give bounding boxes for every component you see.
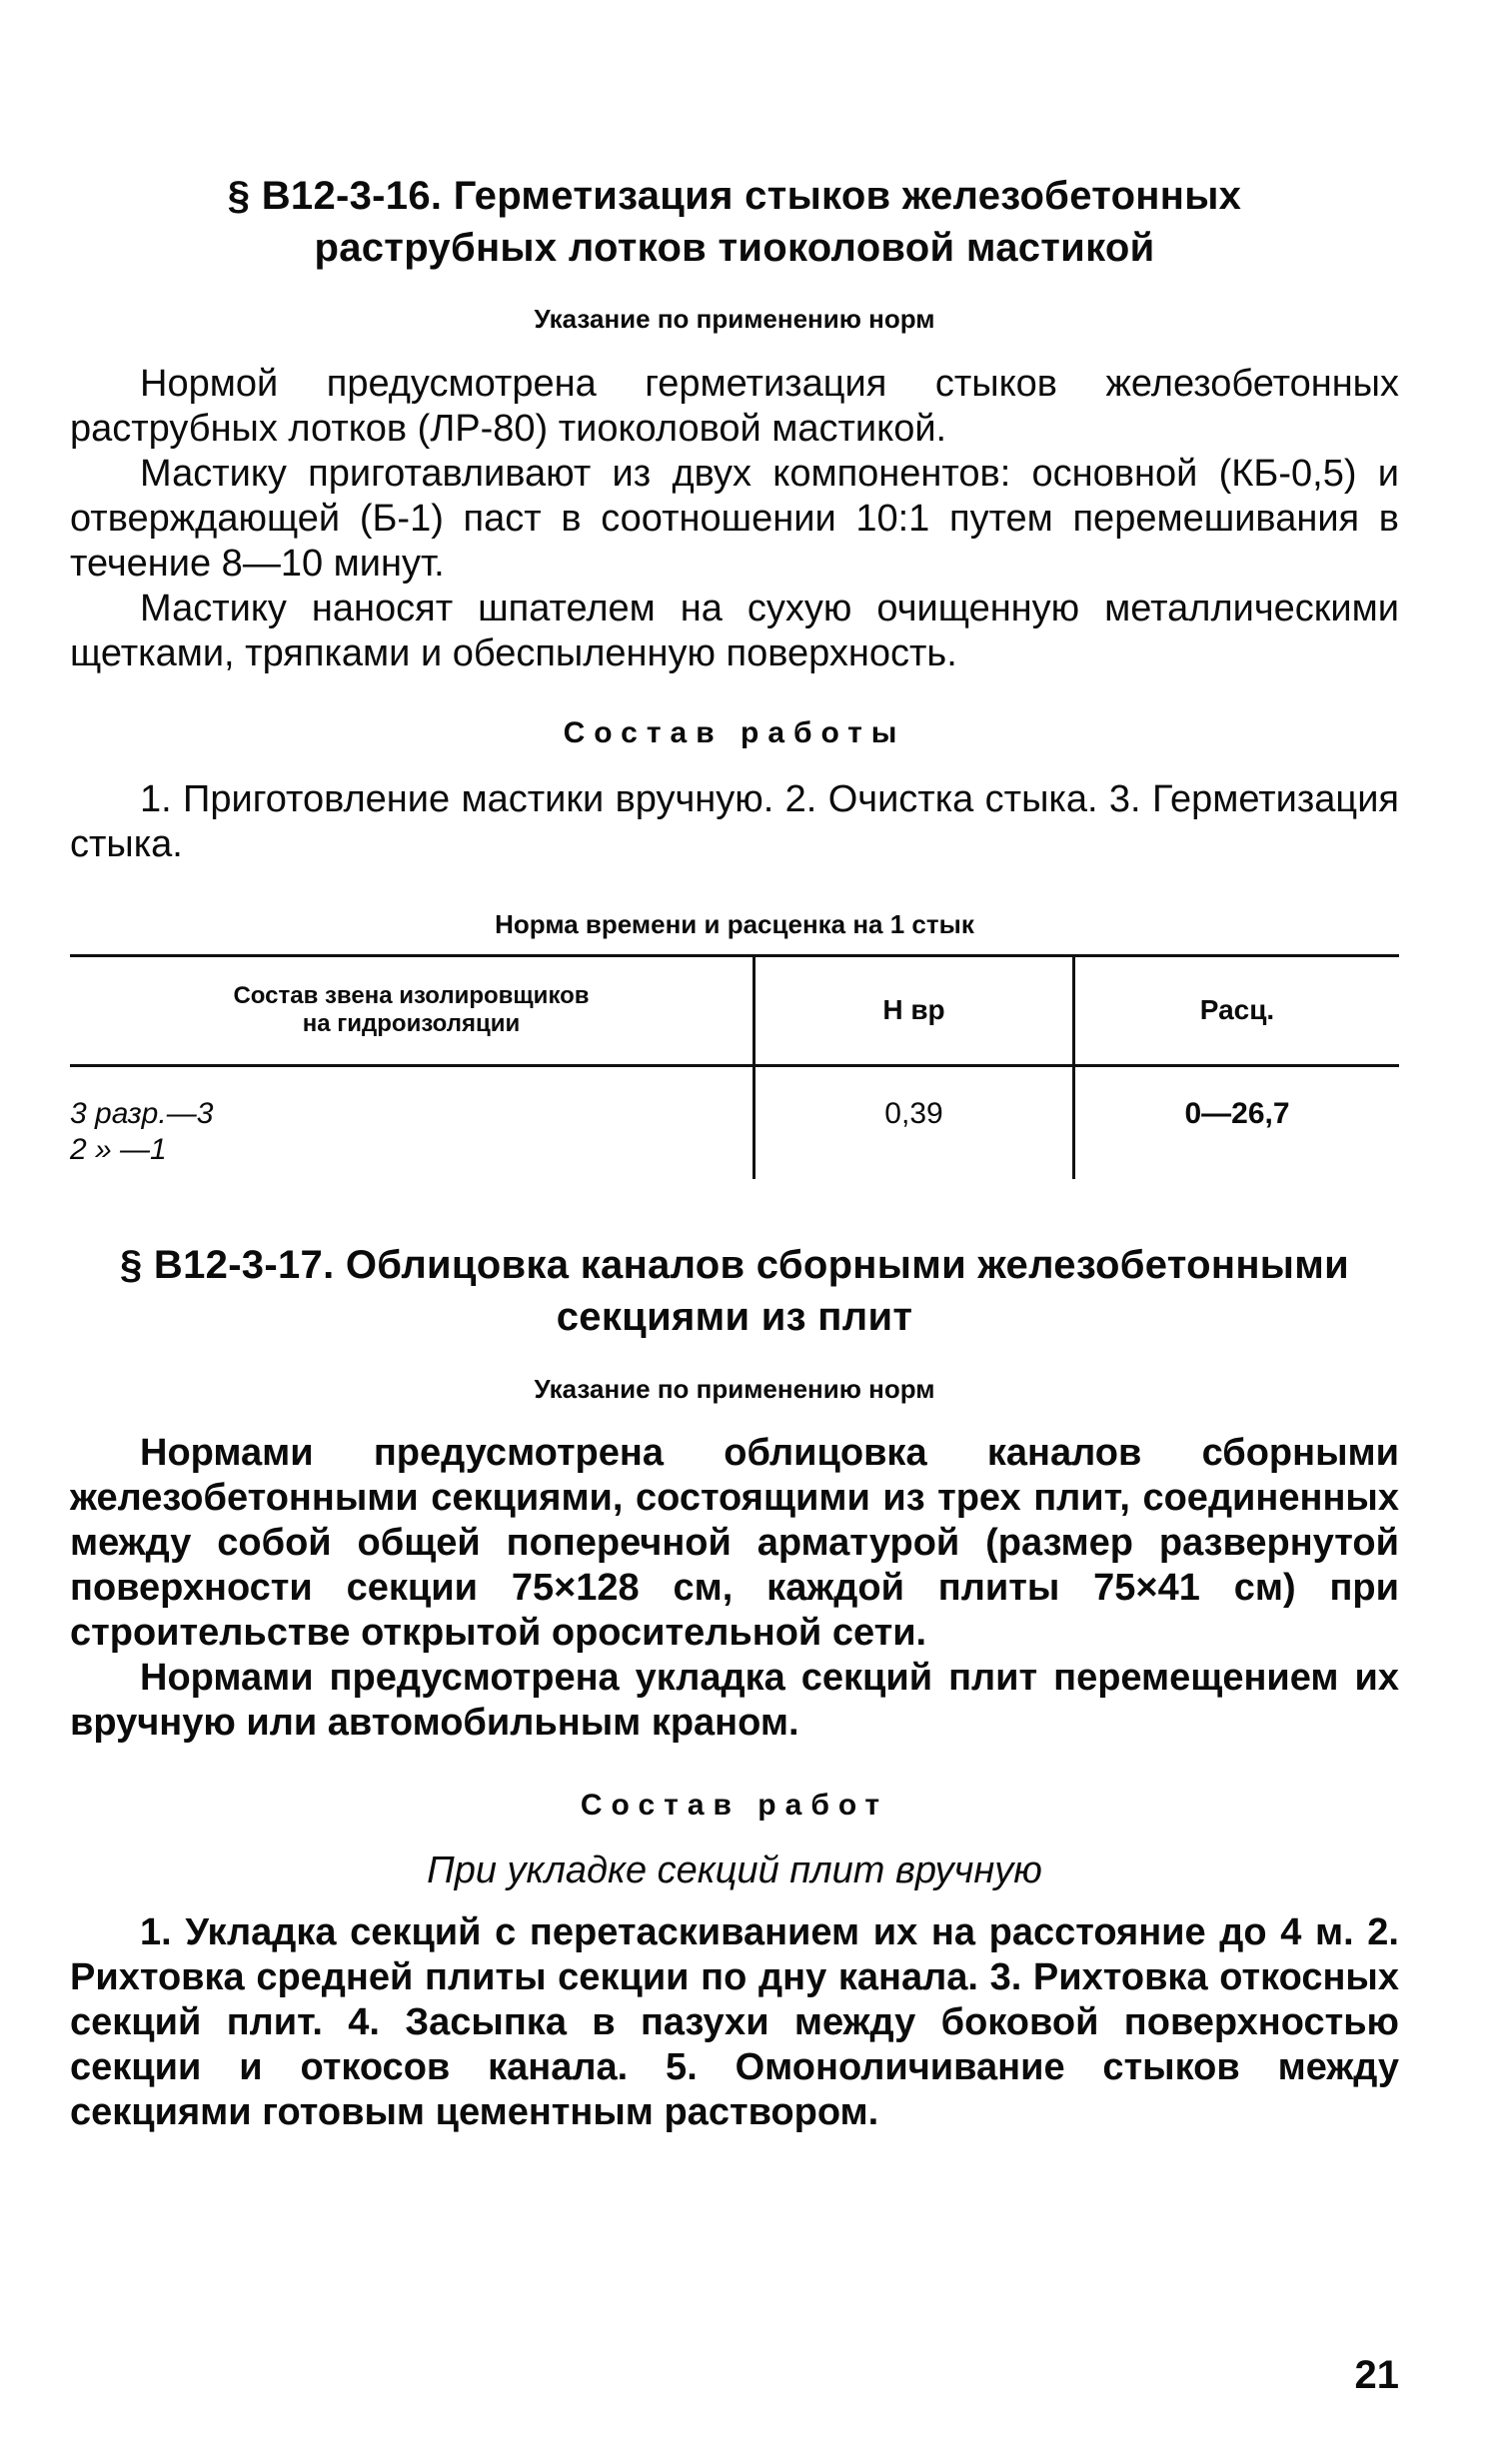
- section-title-b12-3-16: [70, 170, 1399, 274]
- section-title-line: § В12-3-17. Облицовка каналов сборными железобетонными: [119, 1243, 1350, 1287]
- work-subheading: При укладке секций плит вручную: [427, 1849, 1042, 1891]
- table-caption: Норма времени и расценка на 1 стык: [495, 909, 974, 939]
- paragraph: Мастику наносят шпателем на сухую очищенную металлическими щетками, тряпками и обеспыленную поверхность.: [70, 588, 1399, 674]
- table-column-divider: [1072, 954, 1075, 1179]
- work-composition-text: 1. Приготовление мастики вручную. 2. Очистка стыка. 3. Герметизация стыка.: [70, 778, 1399, 865]
- work-composition-heading: Состав работы: [563, 716, 906, 749]
- section-title-line: § В12-3-16. Герметизация стыков железобетонных: [227, 174, 1242, 218]
- table-header-rule: [70, 1064, 1399, 1067]
- guidance-heading: Указание по применению норм: [534, 1374, 935, 1404]
- paragraph: Нормами предусмотрена облицовка каналов сборными железобетонными секциями, состоящими из трех плит, соединенных между собой общей поперечной арматурой (размер развернутой поверхности секции 75×128 см, каждой плиты 75×41 см) при строительстве открытой оросительной сети.: [70, 1432, 1399, 1654]
- work-composition-heading: Состав работ: [580, 1789, 889, 1822]
- section-title-line: секциями из плит: [556, 1295, 913, 1339]
- guidance-heading: Указание по применению норм: [534, 304, 935, 334]
- header-crew: [70, 982, 752, 1038]
- document-page: [70, 0, 1399, 2464]
- header-rate: Расц.: [1199, 994, 1275, 1025]
- table-column-divider: [752, 954, 755, 1179]
- header-crew-line: Состав звена изолировщиков: [233, 982, 590, 1009]
- table-top-rule: [70, 954, 1399, 957]
- paragraph: Нормой предусмотрена герметизация стыков железобетонных раструбных лотков (ЛР-80) тиоколовой мастикой.: [70, 363, 1399, 450]
- header-crew-line: на гидроизоляции: [302, 1010, 521, 1037]
- cell-crew: [70, 1096, 730, 1168]
- cell-crew-line: 2 » —1: [70, 1133, 167, 1166]
- section-title-line: раструбных лотков тиоколовой мастикой: [314, 226, 1155, 270]
- paragraph: Мастику приготавливают из двух компонентов: основной (КБ-0,5) и отверждающей (Б-1) паст в соотношении 10:1 путем перемешивания в течение 8—10 минут.: [70, 453, 1399, 585]
- cell-rate: 0—26,7: [1184, 1097, 1290, 1130]
- paragraph: Нормами предусмотрена укладка секций плит перемещением их вручную или автомобильным краном.: [70, 1657, 1399, 1744]
- cell-crew-line: 3 разр.—3: [70, 1097, 214, 1130]
- norm-table: [70, 954, 1399, 1179]
- page-number: 21: [1354, 2353, 1399, 2397]
- cell-time: 0,39: [884, 1097, 943, 1130]
- header-time: Н вр: [882, 994, 945, 1025]
- work-composition-text: 1. Укладка секций с перетаскиванием их на расстояние до 4 м. 2. Рихтовка средней плиты секции по дну канала. 3. Рихтовка откосных секций плит. 4. Засыпка в пазухи между боковой поверхностью секции и откосов канала. 5. Омоноличивание стыков между секциями готовым цементным раствором.: [70, 1911, 1399, 2133]
- section-title-b12-3-17: [70, 1239, 1399, 1343]
